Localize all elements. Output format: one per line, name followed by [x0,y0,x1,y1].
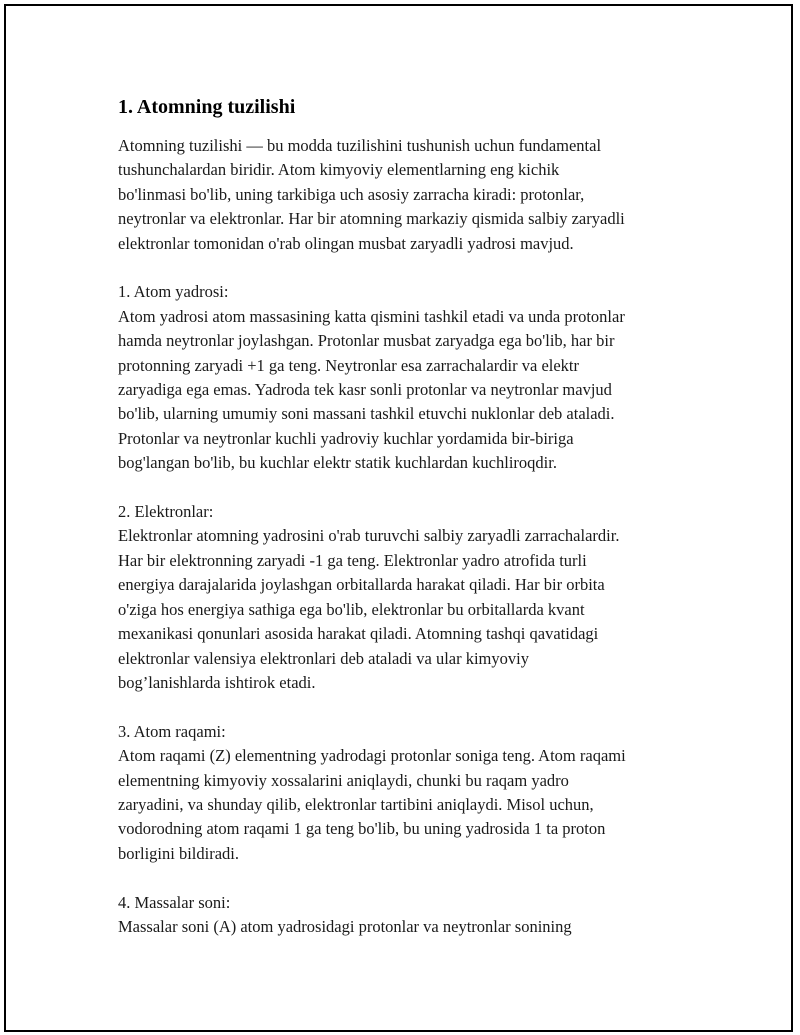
paragraph-line: energiya darajalarida joylashgan orbitallarda harakat qiladi. Har bir orbita [118,575,605,595]
intro-paragraph [118,134,708,256]
section-title: 3. Atom raqami: [118,721,226,741]
paragraph-line: elektronlar tomonidan o'rab olingan musbat zaryadli yadrosi mavjud. [118,233,574,253]
paragraph-line: o'ziga hos energiya sathiga ega bo'lib, elektronlar bu orbitallarda kvant [118,599,585,619]
paragraph-line: vodorodning atom raqami 1 ga teng bo'lib, bu uning yadrosida 1 ta proton [118,819,606,839]
section-atom-nucleus [118,280,708,475]
paragraph-line: mexanikasi qonunlari asosida harakat qiladi. Atomning tashqi qavatidagi [118,624,599,644]
paragraph-line: Atom raqami (Z) elementning yadrodagi protonlar soniga teng. Atom raqami [118,746,626,766]
paragraph-line: bog’lanishlarda ishtirok etadi. [118,672,316,692]
paragraph-line: Atom yadrosi atom massasining katta qismini tashkil etadi va unda protonlar [118,306,625,326]
section-title: 2. Elektronlar: [118,502,214,522]
section-mass-number [118,891,708,940]
paragraph-line: Har bir elektronning zaryadi -1 ga teng. Elektronlar yadro atrofida turli [118,550,587,570]
paragraph-line: zaryadini, va shunday qilib, elektronlar tartibini aniqlaydi. Misol uchun, [118,794,594,814]
paragraph-line: elementning kimyoviy xossalarini aniqlaydi, chunki bu raqam yadro [118,770,569,790]
paragraph-line: Protonlar va neytronlar kuchli yadroviy kuchlar yordamida bir-biriga [118,428,574,448]
section-atomic-number [118,720,708,866]
paragraph-line: hamda neytronlar joylashgan. Protonlar musbat zaryadga ega bo'lib, har bir [118,331,615,351]
document-body [118,94,708,964]
paragraph-line: bog'langan bo'lib, bu kuchlar elektr statik kuchlardan kuchliroqdir. [118,453,557,473]
paragraph-line: zaryadiga ega emas. Yadroda tek kasr sonli protonlar va neytronlar mavjud [118,380,612,400]
paragraph-line: neytronlar va elektronlar. Har bir atomning markaziy qismida salbiy zaryadli [118,209,625,229]
paragraph-line: Elektronlar atomning yadrosini o'rab turuvchi salbiy zaryadli zarrachalardir. [118,526,620,546]
paragraph-line: Atomning tuzilishi — bu modda tuzilishini tushunish uchun fundamental [118,136,602,155]
paragraph-line: protonning zaryadi +1 ga teng. Neytronlar esa zarrachalardir va elektr [118,355,580,375]
paragraph-line: borligini bildiradi. [118,843,239,863]
paragraph-line: Massalar soni (A) atom yadrosidagi protonlar va neytronlar sonining [118,916,572,936]
paragraph-line: tushunchalardan biridir. Atom kimyoviy elementlarning eng kichik [118,160,560,180]
paragraph-line: bo'linmasi bo'lib, uning tarkibiga uch asosiy zarracha kiradi: protonlar, [118,184,585,204]
section-electrons [118,500,708,695]
section-title: 1. Atom yadrosi: [118,282,229,302]
section-title: 4. Massalar soni: [118,892,231,912]
document-heading: 1. Atomning tuzilishi [118,96,296,118]
paragraph-line: elektronlar valensiya elektronlari deb ataladi va ular kimyoviy [118,648,529,668]
paragraph-line: bo'lib, ularning umumiy soni massani tashkil etuvchi nuklonlar deb ataladi. [118,404,615,424]
